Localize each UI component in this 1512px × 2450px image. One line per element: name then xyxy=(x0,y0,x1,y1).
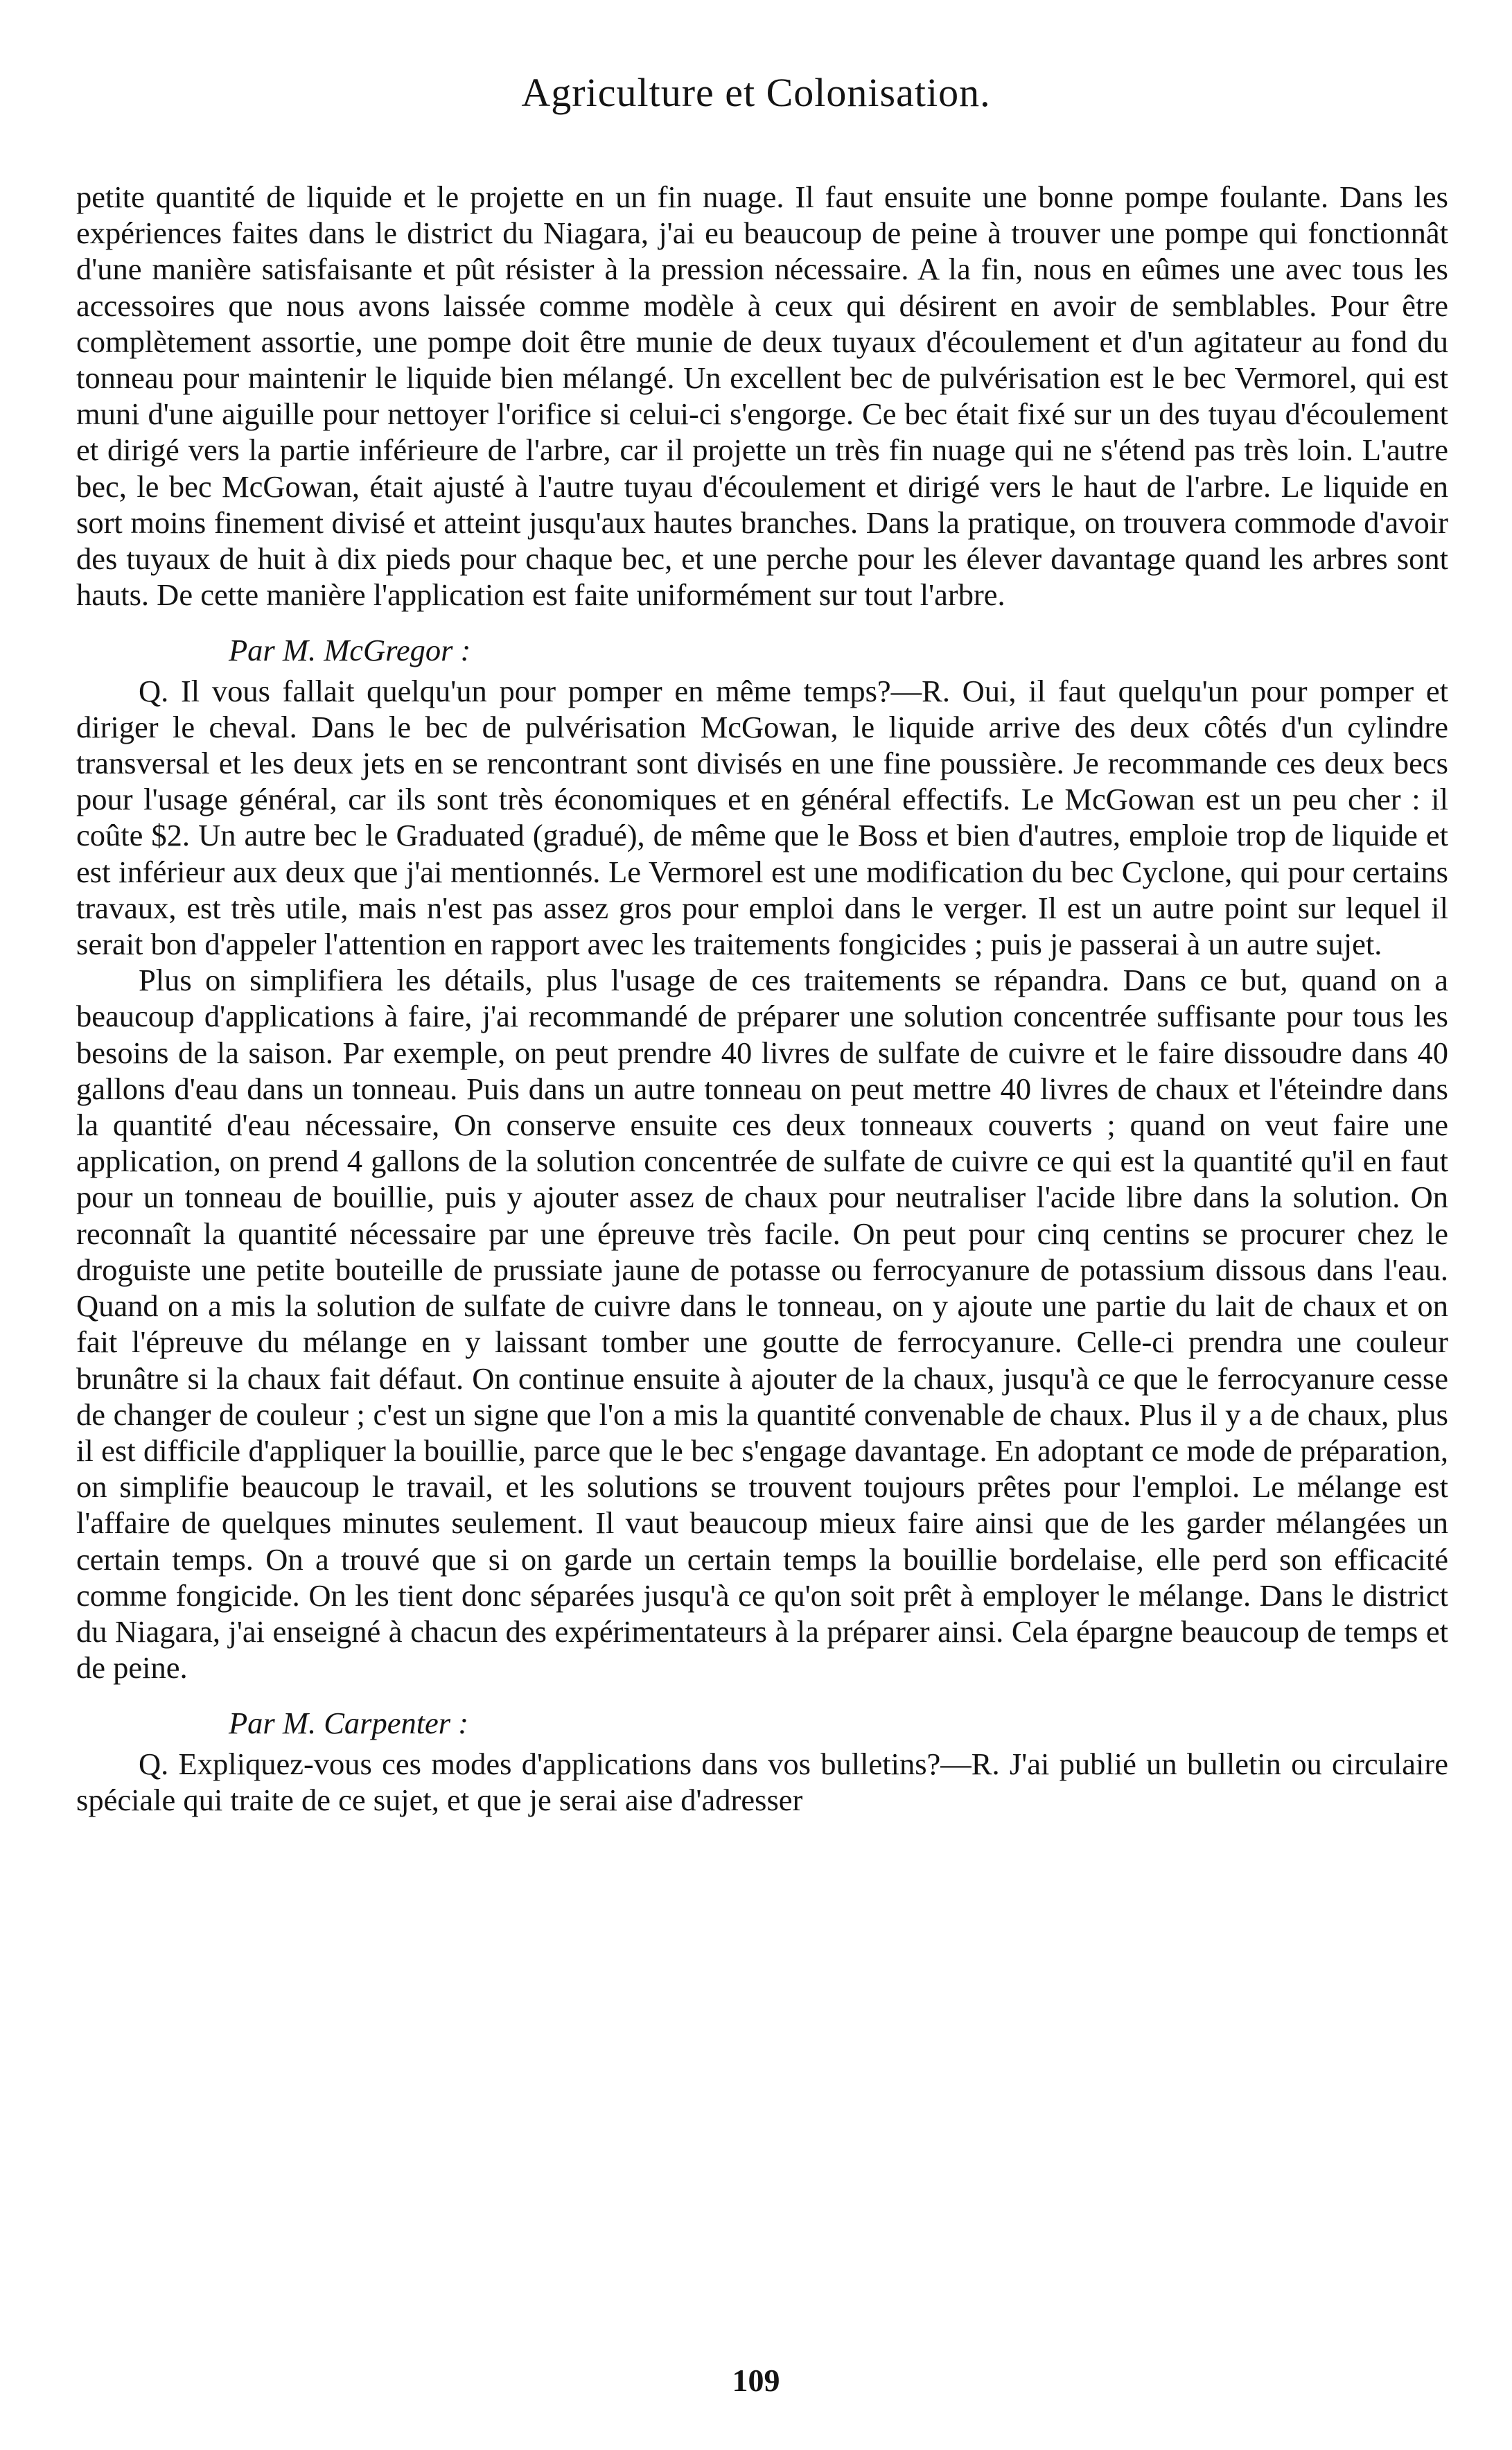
body-text xyxy=(76,179,1448,1818)
speaker-label: Par M. McGregor : xyxy=(229,633,471,668)
paragraph: Plus on simplifiera les détails, plus l'usage de ces traitements se répandra. Dans ce but, quand on a beaucoup d'applications à faire, j'ai recommandé de préparer une solution concentrée suffisante pour tous les besoins de la saison. Par exemple, on peut prendre 40 livres de sulfate de cuivre et le faire dissoudre dans 40 gallons d'eau dans un tonneau. Puis dans un autre tonneau on peut mettre 40 livres de chaux et l'éteindre dans la quantité d'eau nécessaire, On conserve ensuite ces deux tonneaux couverts ; quand on veut faire une application, on prend 4 gallons de la solution concentrée de sulfate de cuivre ce qui est la quantité qu'il en faut pour un tonneau de bouillie, puis y ajouter assez de chaux pour neutraliser l'acide libre dans la solution. On reconnaît la quantité nécessaire par une épreuve très facile. On peut pour cinq centins se procurer chez le droguiste une petite bouteille de prussiate jaune de potasse ou ferrocyanure de potassium dissous dans l'eau. Quand on a mis la solution de sulfate de cuivre dans le tonneau, on y ajoute une partie du lait de chaux et on fait l'épreuve du mélange en y laissant tomber une goutte de ferrocyanure. Celle-ci prendra une couleur brunâtre si la chaux fait défaut. On continue ensuite à ajouter de la chaux, jusqu'à ce que le ferrocyanure cesse de changer de couleur ; c'est un signe que l'on a mis la quantité convenable de chaux. Plus il y a de chaux, plus il est difficile d'appliquer la bouillie, parce que le bec s'engage davantage. En adoptant ce mode de préparation, on simplifie beaucoup le travail, et les solutions se trouvent toujours prêtes pour l'emploi. Le mélange est l'affaire de quelques minutes seulement. Il vaut beaucoup mieux faire ainsi que de les garder mélangées un certain temps. On a trouvé que si on garde un certain temps la bouillie bordelaise, elle perd son efficacité comme fongicide. On les tient donc séparées jusqu'à ce qu'on soit prêt à employer le mélange. Dans le district du Niagara, j'ai enseigné à chacun des expérimentateurs à la préparer ainsi. Cela épargne beaucoup de temps et de peine. xyxy=(76,963,1448,1686)
paragraph-qa: Q. Expliquez-vous ces modes d'applications dans vos bulletins?—R. J'ai publié un bulletin ou circulaire spéciale qui traite de ce sujet, et que je serai aise d'adresser xyxy=(76,1746,1448,1817)
speaker-label: Par M. Carpenter : xyxy=(229,1706,469,1741)
running-header: Agriculture et Colonisation. xyxy=(521,70,991,115)
paragraph-qa: Q. Il vous fallait quelqu'un pour pomper en même temps?—R. Oui, il faut quelqu'un pour pomper et diriger le cheval. Dans le bec de pulvérisation McGowan, le liquide arrive des deux côtés d'un cylindre transversal et les deux jets en se rencontrant sont divisés en une fine poussière. Je recommande ces deux becs pour l'usage général, car ils sont très économiques et en général effectifs. Le McGowan est un peu cher : il coûte $2. Un autre bec le Graduated (gradué), de même que le Boss et bien d'autres, emploie trop de liquide et est inférieur aux deux que j'ai mentionnés. Le Vermorel est une modification du bec Cyclone, qui pour certains travaux, est très utile, mais n'est pas assez gros pour emploi dans le verger. Il est un autre point sur lequel il serait bon d'appeler l'attention en rapport avec les traitements fongicides ; puis je passerai à un autre sujet. xyxy=(76,673,1448,962)
paragraph-continuation: petite quantité de liquide et le projette en un fin nuage. Il faut ensuite une bonne pompe foulante. Dans les expériences faites dans le district du Niagara, j'ai eu beaucoup de peine à trouver une pompe qui fonctionnât d'une manière satisfaisante et pût résister à la pression nécessaire. A la fin, nous en eûmes une avec tous les accessoires que nous avons laissée comme modèle à ceux qui désirent en avoir de semblables. Pour être complètement assortie, une pompe doit être munie de deux tuyaux d'écoulement et d'un agitateur au fond du tonneau pour maintenir le liquide bien mélangé. Un excellent bec de pulvérisation est le bec Vermorel, qui est muni d'une aiguille pour nettoyer l'orifice si celui-ci s'engorge. Ce bec était fixé sur un des tuyau d'écoulement et dirigé vers la partie inférieure de l'arbre, car il projette un très fin nuage qui ne s'étend pas très loin. L'autre bec, le bec McGowan, était ajusté à l'autre tuyau d'écoulement et dirigé vers le haut de l'arbre. Le liquide en sort moins finement divisé et atteint jusqu'aux hautes branches. Dans la pratique, on trouvera commode d'avoir des tuyaux de huit à dix pieds pour chaque bec, et une perche pour les élever davantage quand les arbres sont hauts. De cette manière l'application est faite uniformément sur tout l'arbre. xyxy=(76,180,1448,613)
page-number: 109 xyxy=(732,2363,780,2398)
